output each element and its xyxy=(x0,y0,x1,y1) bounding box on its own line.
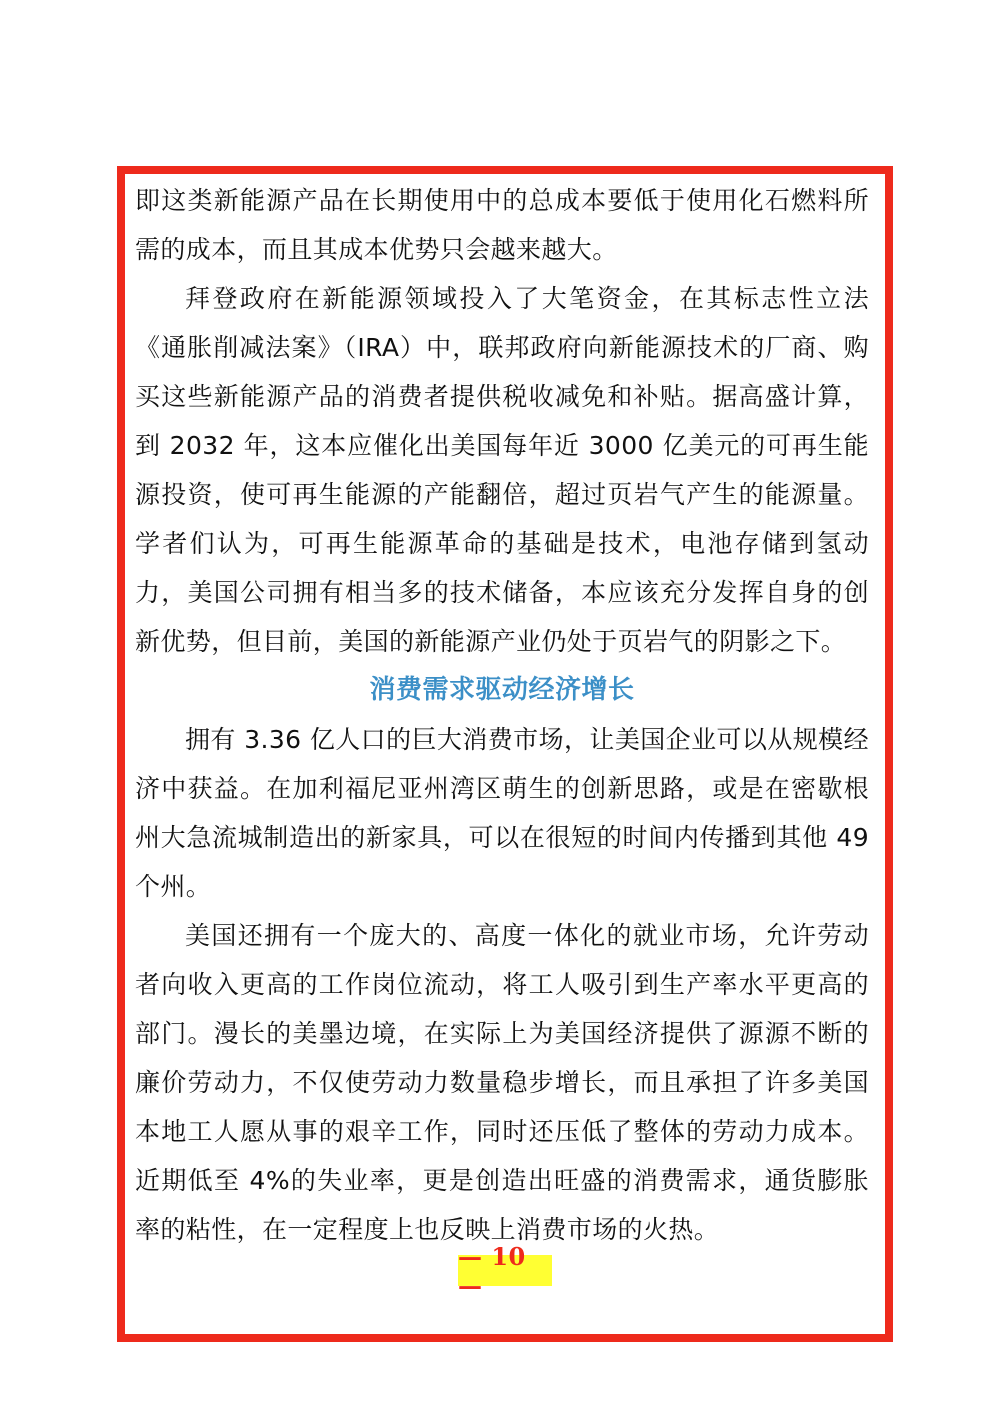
paragraph-ira-investment: 拜登政府在新能源领域投入了大笔资金，在其标志性立法《通胀削减法案》（IRA）中，联邦政府向新能源技术的厂商、购买这些新能源产品的消费者提供税收减免和补贴。据高盛计算，到 2032 年，这本应催化出美国每年近 3000 亿美元的可再生能源投资，使可再生能源的产能翻倍，超过页岩气产生的能源量。学者们认为，可再生能源革命的基础是技术，电池存储到氢动力，美国公司拥有相当多的技术储备，本应该充分发挥自身的创新优势，但目前，美国的新能源产业仍处于页岩气的阴影之下。 xyxy=(135,284,869,656)
paragraph-consumer-market: 拥有 3.36 亿人口的巨大消费市场，让美国企业可以从规模经济中获益。在加利福尼亚州湾区萌生的创新思路，或是在密歇根州大急流城制造出的新家具，可以在很短的时间内传播到其他 49 个州。 xyxy=(135,725,869,901)
section-heading: 消费需求驱动经济增长 xyxy=(369,675,635,705)
paragraph-labor-market: 美国还拥有一个庞大的、高度一体化的就业市场，允许劳动者向收入更高的工作岗位流动，将工人吸引到生产率水平更高的部门。漫长的美墨边境，在实际上为美国经济提供了源源不断的廉价劳动力，不仅使劳动力数量稳步增长，而且承担了许多美国本地工人愿从事的艰辛工作，同时还压低了整体的劳动力成本。近期低至 4%的失业率，更是创造出旺盛的消费需求，通货膨胀率的粘性，在一定程度上也反映上消费市场的火热。 xyxy=(135,921,869,1244)
document-body xyxy=(135,176,869,1254)
paragraph-continuation: 即这类新能源产品在长期使用中的总成本要低于使用化石燃料所需的成本，而且其成本优势只会越来越大。 xyxy=(135,186,869,264)
page-number: — 10 — xyxy=(458,1255,552,1286)
